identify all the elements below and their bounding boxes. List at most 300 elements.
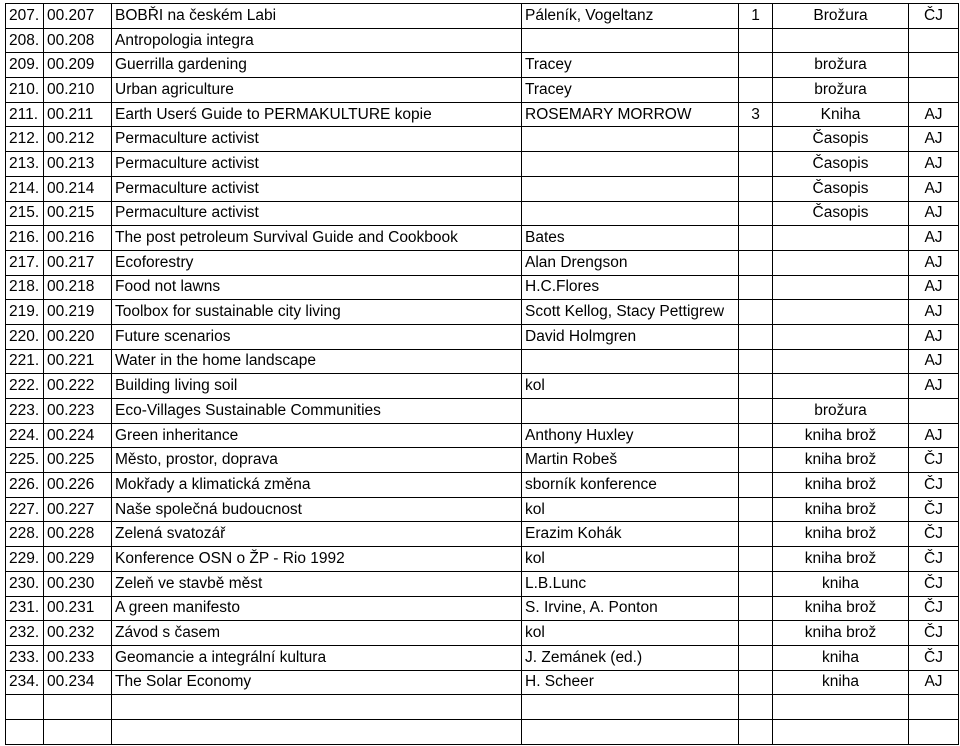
item-code-text: 00.226 (47, 475, 95, 493)
title-cell[interactable] (112, 275, 522, 300)
item-code-cell[interactable] (44, 349, 112, 374)
author-text: H. Scheer (525, 673, 594, 691)
author-cell[interactable] (522, 226, 739, 251)
author-text: kol (525, 624, 545, 642)
type-cell[interactable] (773, 522, 909, 547)
author-text: Tracey (525, 80, 572, 98)
row-number-text: 223. (9, 401, 40, 419)
type-cell[interactable] (773, 448, 909, 473)
quantity-cell[interactable] (739, 201, 773, 226)
author-text: L.B.Lunc (525, 574, 587, 592)
title-text: Guerrilla gardening (115, 56, 247, 74)
language-cell[interactable] (909, 28, 959, 53)
quantity-cell[interactable] (739, 399, 773, 424)
author-text: kol (525, 549, 545, 567)
type-cell[interactable] (773, 497, 909, 522)
quantity-cell[interactable] (739, 275, 773, 300)
item-code-cell[interactable] (44, 102, 112, 127)
row-number-text: 218. (9, 278, 40, 296)
language-cell[interactable] (909, 152, 959, 177)
quantity-cell[interactable] (739, 176, 773, 201)
quantity-cell[interactable] (739, 4, 773, 29)
type-text: kniha (821, 648, 860, 666)
title-cell[interactable] (112, 423, 522, 448)
author-cell[interactable] (522, 53, 739, 78)
language-text: AJ (924, 204, 943, 222)
table-row (6, 497, 959, 522)
title-cell[interactable] (112, 448, 522, 473)
row-number-cell[interactable] (6, 300, 44, 325)
item-code-cell[interactable] (44, 4, 112, 29)
language-text: AJ (924, 154, 943, 172)
row-number-cell[interactable] (6, 473, 44, 498)
item-code-text: 00.212 (47, 130, 95, 148)
author-cell[interactable] (522, 374, 739, 399)
author-cell[interactable] (522, 399, 739, 424)
author-text: Erazim Kohák (525, 525, 622, 543)
title-cell[interactable] (112, 547, 522, 572)
language-cell[interactable] (909, 102, 959, 127)
row-number-cell[interactable] (6, 53, 44, 78)
author-text: Tracey (525, 56, 572, 74)
quantity-cell[interactable] (739, 300, 773, 325)
author-cell[interactable] (522, 596, 739, 621)
item-code-text: 00.228 (47, 525, 95, 543)
language-cell[interactable] (909, 670, 959, 695)
row-number-text: 221. (9, 352, 40, 370)
title-text: Toolbox for sustainable city living (115, 303, 341, 321)
type-cell[interactable] (773, 127, 909, 152)
item-code-cell[interactable] (44, 596, 112, 621)
author-cell[interactable] (522, 349, 739, 374)
row-number-cell[interactable] (6, 250, 44, 275)
item-code-text: 00.208 (47, 31, 95, 49)
author-text: ROSEMARY MORROW (525, 105, 692, 123)
table-row (6, 571, 959, 596)
row-number-text: 209. (9, 56, 40, 74)
title-text: Urban agriculture (115, 80, 234, 98)
type-text: kniha brož (804, 525, 877, 543)
type-cell[interactable] (773, 152, 909, 177)
title-cell[interactable] (112, 522, 522, 547)
author-cell[interactable] (522, 719, 739, 744)
item-code-cell[interactable] (44, 423, 112, 448)
language-cell[interactable] (909, 176, 959, 201)
title-cell[interactable] (112, 28, 522, 53)
title-cell[interactable] (112, 596, 522, 621)
row-number-cell[interactable] (6, 645, 44, 670)
language-cell[interactable] (909, 547, 959, 572)
title-text: Zelená svatozář (115, 525, 226, 543)
title-text: Green inheritance (115, 426, 239, 444)
row-number-cell[interactable] (6, 349, 44, 374)
row-number-cell[interactable] (6, 28, 44, 53)
author-cell[interactable] (522, 448, 739, 473)
row-number-cell[interactable] (6, 695, 44, 720)
title-cell[interactable] (112, 399, 522, 424)
title-cell[interactable] (112, 53, 522, 78)
type-cell[interactable] (773, 324, 909, 349)
title-text: Ecoforestry (115, 253, 194, 271)
author-cell[interactable] (522, 473, 739, 498)
item-code-text: 00.209 (47, 56, 95, 74)
language-cell[interactable] (909, 423, 959, 448)
type-text: Časopis (812, 130, 869, 148)
language-cell[interactable] (909, 300, 959, 325)
quantity-cell[interactable] (739, 324, 773, 349)
type-cell[interactable] (773, 176, 909, 201)
type-cell[interactable] (773, 4, 909, 29)
quantity-cell[interactable] (739, 448, 773, 473)
quantity-cell[interactable] (739, 423, 773, 448)
author-cell[interactable] (522, 547, 739, 572)
author-cell[interactable] (522, 250, 739, 275)
row-number-cell[interactable] (6, 497, 44, 522)
row-number-text: 208. (9, 31, 40, 49)
item-code-cell[interactable] (44, 275, 112, 300)
table-row (6, 78, 959, 103)
item-code-text: 00.215 (47, 204, 95, 222)
author-cell[interactable] (522, 300, 739, 325)
item-code-text: 00.223 (47, 401, 95, 419)
author-cell[interactable] (522, 4, 739, 29)
item-code-cell[interactable] (44, 201, 112, 226)
item-code-cell[interactable] (44, 53, 112, 78)
row-number-text: 219. (9, 303, 40, 321)
type-cell[interactable] (773, 423, 909, 448)
title-text: The Solar Economy (115, 673, 252, 691)
item-code-cell[interactable] (44, 645, 112, 670)
row-number-cell[interactable] (6, 275, 44, 300)
quantity-text: 3 (751, 105, 760, 123)
title-text: Permaculture activist (115, 179, 259, 197)
author-cell[interactable] (522, 522, 739, 547)
language-cell[interactable] (909, 497, 959, 522)
quantity-cell[interactable] (739, 547, 773, 572)
item-code-cell[interactable] (44, 473, 112, 498)
row-number-cell[interactable] (6, 621, 44, 646)
language-cell[interactable] (909, 596, 959, 621)
row-number-text: 213. (9, 154, 40, 172)
quantity-cell[interactable] (739, 497, 773, 522)
quantity-cell[interactable] (739, 152, 773, 177)
type-cell[interactable] (773, 596, 909, 621)
item-code-cell[interactable] (44, 522, 112, 547)
language-text: ČJ (924, 451, 943, 469)
author-cell[interactable] (522, 571, 739, 596)
item-code-cell[interactable] (44, 324, 112, 349)
type-cell[interactable] (773, 670, 909, 695)
quantity-cell[interactable] (739, 522, 773, 547)
language-cell[interactable] (909, 349, 959, 374)
quantity-cell[interactable] (739, 596, 773, 621)
type-cell[interactable] (773, 250, 909, 275)
table-row (6, 596, 959, 621)
row-number-cell[interactable] (6, 571, 44, 596)
language-cell[interactable] (909, 4, 959, 29)
item-code-cell[interactable] (44, 547, 112, 572)
language-cell[interactable] (909, 473, 959, 498)
table-row (6, 53, 959, 78)
title-cell[interactable] (112, 497, 522, 522)
title-cell[interactable] (112, 695, 522, 720)
table-row (6, 300, 959, 325)
title-text: Závod s časem (115, 624, 221, 642)
language-cell[interactable] (909, 127, 959, 152)
type-cell[interactable] (773, 78, 909, 103)
type-text: kniha brož (804, 451, 877, 469)
title-text: Antropologia integra (115, 31, 254, 49)
type-cell[interactable] (773, 695, 909, 720)
language-cell[interactable] (909, 78, 959, 103)
type-cell[interactable] (773, 547, 909, 572)
row-number-cell[interactable] (6, 399, 44, 424)
quantity-cell[interactable] (739, 226, 773, 251)
item-code-cell[interactable] (44, 719, 112, 744)
language-cell[interactable] (909, 695, 959, 720)
author-cell[interactable] (522, 28, 739, 53)
author-cell[interactable] (522, 201, 739, 226)
language-text: AJ (924, 278, 943, 296)
quantity-cell[interactable] (739, 349, 773, 374)
item-code-cell[interactable] (44, 670, 112, 695)
language-text: AJ (924, 105, 943, 123)
type-cell[interactable] (773, 226, 909, 251)
type-cell[interactable] (773, 53, 909, 78)
title-text: Earth Userś Guide to PERMAKULTURE kopie (115, 105, 432, 123)
language-cell[interactable] (909, 275, 959, 300)
quantity-cell[interactable] (739, 473, 773, 498)
author-cell[interactable] (522, 670, 739, 695)
author-cell[interactable] (522, 127, 739, 152)
type-cell[interactable] (773, 473, 909, 498)
row-number-cell[interactable] (6, 127, 44, 152)
type-cell[interactable] (773, 374, 909, 399)
language-cell[interactable] (909, 374, 959, 399)
title-cell[interactable] (112, 374, 522, 399)
language-text: AJ (924, 673, 943, 691)
item-code-cell[interactable] (44, 695, 112, 720)
language-cell[interactable] (909, 645, 959, 670)
row-number-cell[interactable] (6, 152, 44, 177)
item-code-cell[interactable] (44, 28, 112, 53)
item-code-cell[interactable] (44, 300, 112, 325)
title-cell[interactable] (112, 571, 522, 596)
language-cell[interactable] (909, 571, 959, 596)
language-cell[interactable] (909, 250, 959, 275)
author-text: Anthony Huxley (525, 426, 634, 444)
type-cell[interactable] (773, 28, 909, 53)
type-text: kniha brož (804, 599, 877, 617)
type-text: kniha brož (804, 549, 877, 567)
type-cell[interactable] (773, 719, 909, 744)
quantity-cell[interactable] (739, 78, 773, 103)
type-cell[interactable] (773, 102, 909, 127)
language-cell[interactable] (909, 324, 959, 349)
row-number-text: 212. (9, 130, 40, 148)
title-cell[interactable] (112, 78, 522, 103)
row-number-cell[interactable] (6, 226, 44, 251)
row-number-cell[interactable] (6, 4, 44, 29)
type-cell[interactable] (773, 275, 909, 300)
author-cell[interactable] (522, 645, 739, 670)
language-cell[interactable] (909, 399, 959, 424)
item-code-cell[interactable] (44, 152, 112, 177)
row-number-cell[interactable] (6, 324, 44, 349)
author-cell[interactable] (522, 176, 739, 201)
row-number-text: 211. (9, 105, 39, 123)
row-number-cell[interactable] (6, 374, 44, 399)
row-number-cell[interactable] (6, 719, 44, 744)
language-cell[interactable] (909, 448, 959, 473)
language-cell[interactable] (909, 201, 959, 226)
language-text: AJ (924, 253, 943, 271)
quantity-cell[interactable] (739, 571, 773, 596)
quantity-text: 1 (751, 6, 760, 24)
table-row (6, 127, 959, 152)
title-cell[interactable] (112, 349, 522, 374)
quantity-cell[interactable] (739, 127, 773, 152)
title-cell[interactable] (112, 176, 522, 201)
item-code-cell[interactable] (44, 399, 112, 424)
quantity-cell[interactable] (739, 28, 773, 53)
type-cell[interactable] (773, 201, 909, 226)
author-text: kol (525, 500, 545, 518)
type-cell[interactable] (773, 349, 909, 374)
title-cell[interactable] (112, 226, 522, 251)
type-cell[interactable] (773, 300, 909, 325)
type-cell[interactable] (773, 621, 909, 646)
quantity-cell[interactable] (739, 645, 773, 670)
item-code-cell[interactable] (44, 374, 112, 399)
row-number-cell[interactable] (6, 78, 44, 103)
title-text: Zeleň ve stavbě měst (115, 574, 263, 592)
quantity-cell[interactable] (739, 250, 773, 275)
title-cell[interactable] (112, 127, 522, 152)
table-row (6, 670, 959, 695)
language-cell[interactable] (909, 522, 959, 547)
row-number-cell[interactable] (6, 596, 44, 621)
author-cell[interactable] (522, 78, 739, 103)
item-code-cell[interactable] (44, 448, 112, 473)
item-code-cell[interactable] (44, 226, 112, 251)
language-text: ČJ (924, 525, 943, 543)
quantity-cell[interactable] (739, 102, 773, 127)
language-text: AJ (924, 179, 943, 197)
type-cell[interactable] (773, 399, 909, 424)
author-cell[interactable] (522, 152, 739, 177)
item-code-text: 00.222 (47, 377, 95, 395)
item-code-cell[interactable] (44, 571, 112, 596)
table-row (6, 176, 959, 201)
row-number-cell[interactable] (6, 423, 44, 448)
table-row (6, 226, 959, 251)
item-code-cell[interactable] (44, 250, 112, 275)
title-cell[interactable] (112, 300, 522, 325)
type-text: kniha brož (804, 426, 877, 444)
type-text: brožura (814, 80, 867, 98)
author-cell[interactable] (522, 695, 739, 720)
item-code-text: 00.230 (47, 574, 95, 592)
item-code-cell[interactable] (44, 497, 112, 522)
table-row (6, 645, 959, 670)
item-code-text: 00.224 (47, 426, 95, 444)
title-text: A green manifesto (115, 599, 240, 617)
title-cell[interactable] (112, 719, 522, 744)
item-code-cell[interactable] (44, 621, 112, 646)
language-text: AJ (924, 352, 943, 370)
item-code-cell[interactable] (44, 78, 112, 103)
author-text: sborník konference (525, 475, 657, 493)
quantity-cell[interactable] (739, 719, 773, 744)
author-cell[interactable] (522, 102, 739, 127)
title-cell[interactable] (112, 250, 522, 275)
row-number-cell[interactable] (6, 201, 44, 226)
row-number-cell[interactable] (6, 448, 44, 473)
author-cell[interactable] (522, 621, 739, 646)
quantity-cell[interactable] (739, 670, 773, 695)
row-number-cell[interactable] (6, 176, 44, 201)
quantity-cell[interactable] (739, 621, 773, 646)
type-cell[interactable] (773, 571, 909, 596)
title-cell[interactable] (112, 473, 522, 498)
title-cell[interactable] (112, 645, 522, 670)
type-text: brožura (814, 401, 867, 419)
title-text: Eco-Villages Sustainable Communities (115, 401, 381, 419)
row-number-cell[interactable] (6, 670, 44, 695)
row-number-text: 228. (9, 525, 40, 543)
language-cell[interactable] (909, 53, 959, 78)
row-number-cell[interactable] (6, 102, 44, 127)
title-cell[interactable] (112, 670, 522, 695)
author-cell[interactable] (522, 275, 739, 300)
type-cell[interactable] (773, 645, 909, 670)
title-cell[interactable] (112, 324, 522, 349)
row-number-text: 214. (9, 179, 40, 197)
author-cell[interactable] (522, 324, 739, 349)
quantity-cell[interactable] (739, 53, 773, 78)
table-row (6, 275, 959, 300)
table-row (6, 152, 959, 177)
language-text: AJ (924, 327, 943, 345)
title-cell[interactable] (112, 152, 522, 177)
title-cell[interactable] (112, 201, 522, 226)
row-number-text: 232. (9, 624, 40, 642)
title-cell[interactable] (112, 621, 522, 646)
item-code-text: 00.225 (47, 451, 95, 469)
author-cell[interactable] (522, 423, 739, 448)
language-cell[interactable] (909, 621, 959, 646)
row-number-cell[interactable] (6, 522, 44, 547)
title-text: Building living soil (115, 377, 238, 395)
row-number-text: 216. (9, 229, 40, 247)
inventory-table (5, 3, 959, 745)
type-text: Časopis (812, 179, 869, 197)
title-cell[interactable] (112, 4, 522, 29)
title-cell[interactable] (112, 102, 522, 127)
language-cell[interactable] (909, 226, 959, 251)
table-row (6, 473, 959, 498)
item-code-cell[interactable] (44, 176, 112, 201)
language-text: ČJ (924, 574, 943, 592)
row-number-cell[interactable] (6, 547, 44, 572)
language-cell[interactable] (909, 719, 959, 744)
language-text: ČJ (924, 6, 943, 24)
quantity-cell[interactable] (739, 695, 773, 720)
item-code-cell[interactable] (44, 127, 112, 152)
quantity-cell[interactable] (739, 374, 773, 399)
author-cell[interactable] (522, 497, 739, 522)
